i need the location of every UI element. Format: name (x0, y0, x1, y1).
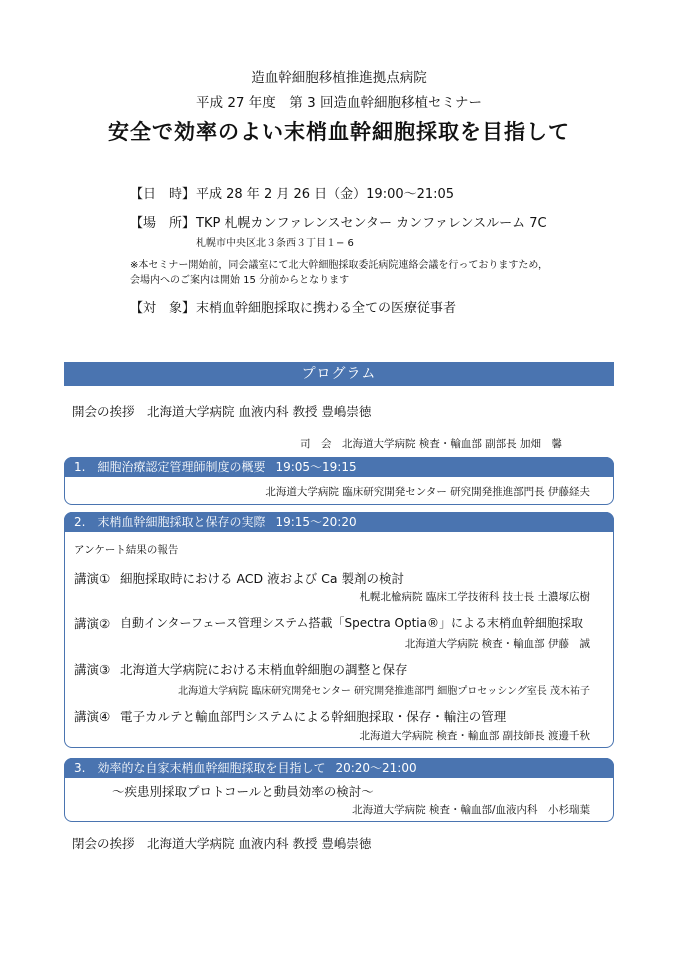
lecture-3-label: 講演③ (74, 662, 111, 677)
chairperson: 司 会 北海道大学病院 検査・輸血部 副部長 加畑 馨 (300, 438, 563, 450)
section-3-time: 20:20〜21:00 (335, 761, 417, 775)
closing-remarks: 閉会の挨拶 北海道大学病院 血液内科 教授 豊嶋崇徳 (72, 836, 372, 851)
lecture-1-speaker: 札幌北楡病院 臨床工学技術科 技士長 土濃塚広樹 (359, 591, 590, 603)
section-2-title: 2. 末梢血幹細胞採取と保存の実際 (74, 515, 266, 529)
lecture-3-speaker: 北海道大学病院 臨床研究開発センター 研究開発推進部門 細胞プロセッシング室長 茂木祐子 (178, 686, 590, 697)
section-3-header (64, 758, 614, 778)
note-line-1: ※本セミナー開始前，同会議室にて北大幹細胞採取委託病院連絡会議を行っておりますため， (130, 260, 548, 271)
lecture-1-title: 細胞採取時における ACD 液および Ca 製剤の検討 (120, 571, 404, 586)
section-3-speaker: 北海道大学病院 検査・輸血部/血液内科 小杉瑞葉 (352, 804, 590, 816)
seminar-series: 平成 27 年度 第 3 回造血幹細胞移植セミナー (196, 95, 482, 111)
lecture-4-speaker: 北海道大学病院 検査・輸血部 副技師長 渡邊千秋 (359, 730, 590, 742)
lecture-2-title: 自動インターフェース管理システム搭載「Spectra Optia®」による末梢血幹細胞採取 (120, 616, 583, 630)
note-line-2: 会場内へのご案内は開始 15 分前からとなります (130, 275, 350, 286)
hospital-name: 造血幹細胞移植推進拠点病院 (251, 70, 427, 86)
section-2-header (64, 512, 614, 532)
opening-remarks: 開会の挨拶 北海道大学病院 血液内科 教授 豊嶋崇徳 (72, 404, 372, 419)
lecture-1-label: 講演① (74, 571, 111, 586)
lecture-2-label: 講演② (74, 616, 111, 631)
survey-report: アンケート結果の報告 (74, 544, 179, 556)
place-value: TKP 札幌カンファレンスセンター カンファレンスルーム 7C (196, 216, 547, 231)
section-2-time: 19:15〜20:20 (275, 515, 357, 529)
date-value: 平成 28 年 2 月 26 日（金）19:00〜21:05 (196, 187, 455, 202)
lecture-4-label: 講演④ (74, 709, 111, 724)
page-title: 安全で効率のよい末梢血幹細胞採取を目指して (108, 120, 570, 144)
lecture-2-speaker: 北海道大学病院 検査・輸血部 伊藤 誠 (404, 638, 590, 650)
section-1-title: 1. 細胞治療認定管理師制度の概要 (74, 460, 266, 474)
lecture-3-title: 北海道大学病院における末梢血幹細胞の調整と保存 (120, 662, 408, 677)
section-3-title: 3. 効率的な自家末梢血幹細胞採取を目指して (74, 761, 326, 775)
program-heading: プログラム (64, 362, 614, 386)
lecture-4-title: 電子カルテと輸血部門システムによる幹細胞採取・保存・輸注の管理 (120, 709, 507, 724)
date-label: 【日 時】 (130, 187, 196, 202)
place-label: 【場 所】 (130, 216, 196, 231)
target-value: 末梢血幹細胞採取に携わる全ての医療従事者 (196, 301, 457, 316)
section-1-speaker: 北海道大学病院 臨床研究開発センター 研究開発推進部門長 伊藤経夫 (265, 486, 590, 498)
section-1-time: 19:05〜19:15 (275, 460, 357, 474)
section-3-subtitle: 〜疾患別採取プロトコールと動員効率の検討〜 (112, 784, 374, 799)
address: 札幌市中央区北３条西３丁目１− 6 (196, 238, 354, 249)
section-1-header (64, 457, 614, 477)
target-label: 【対 象】 (130, 301, 196, 316)
